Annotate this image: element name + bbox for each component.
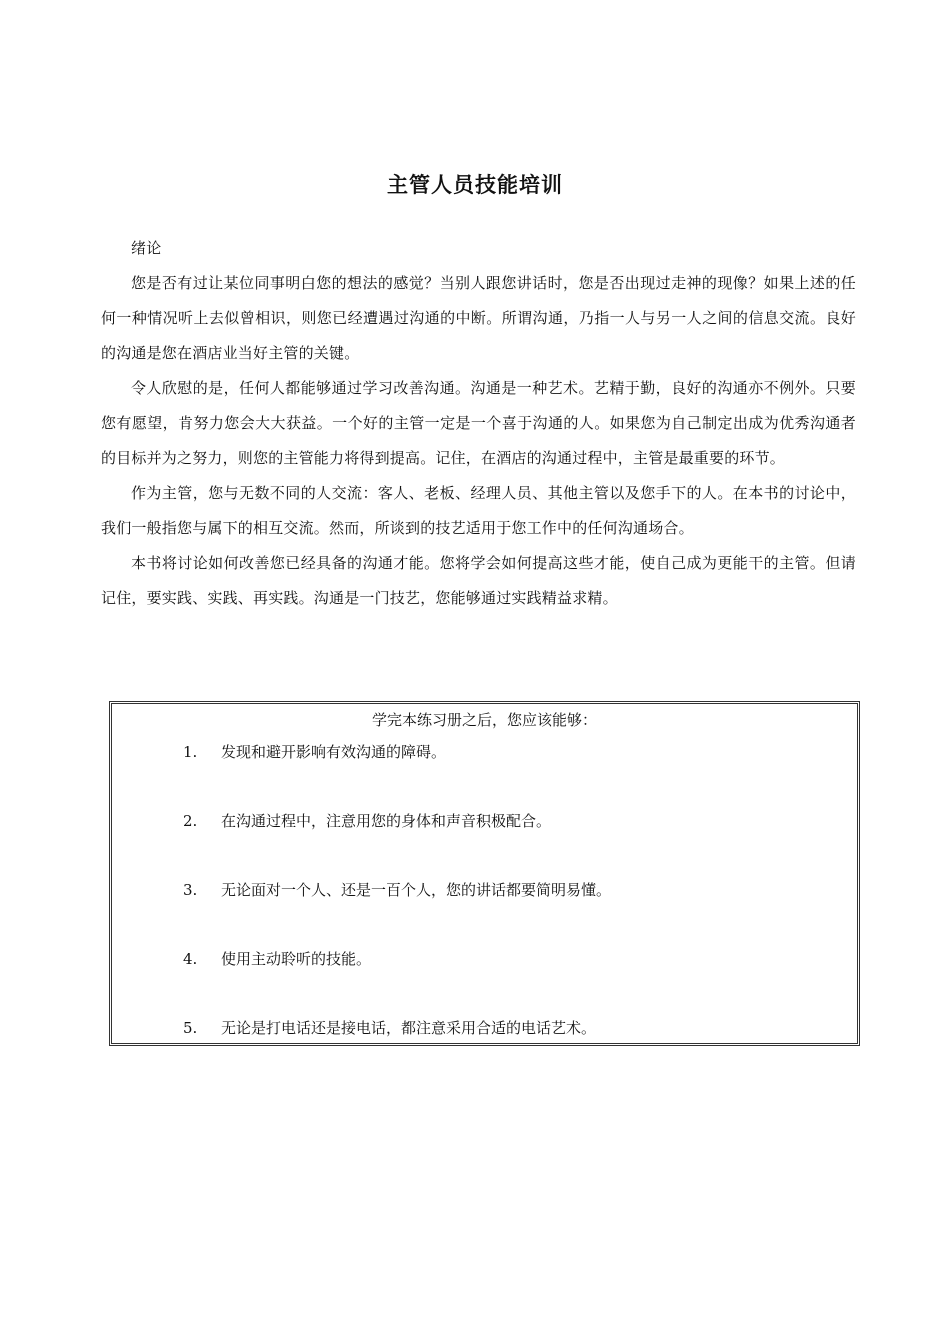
goal-number: 2. bbox=[183, 812, 198, 830]
goal-number: 1. bbox=[183, 743, 198, 761]
document-title: 主管人员技能培训 bbox=[387, 173, 563, 197]
paragraph-4: 本书将讨论如何改善您已经具备的沟通才能。您将学会如何提高这些才能，使自己成为更能干的主管。但请记住，要实践、实践、再实践。沟通是一门技艺，您能够通过实践精益求精。 bbox=[101, 554, 856, 607]
body-text bbox=[101, 231, 856, 616]
goal-text: 无论是打电话还是接电话，都注意采用合适的电话艺术。 bbox=[221, 1019, 597, 1037]
goal-text: 发现和避开影响有效沟通的障碍。 bbox=[221, 743, 447, 761]
goal-text: 无论面对一个人、还是一百个人，您的讲话都要简明易懂。 bbox=[221, 881, 612, 899]
paragraph-1: 您是否有过让某位同事明白您的想法的感觉？当别人跟您讲话时，您是否出现过走神的现像？如果上述的任何一种情况听上去似曾相识，则您已经遭遇过沟通的中断。所谓沟通，乃指一人与另一人之间的信息交流。良好的沟通是您在酒店业当好主管的关键。 bbox=[101, 274, 856, 362]
goal-text: 使用主动聆听的技能。 bbox=[221, 950, 372, 968]
learning-goals-box bbox=[109, 701, 860, 1046]
goal-number: 5. bbox=[183, 1019, 198, 1037]
goal-text: 在沟通过程中，注意用您的身体和声音积极配合。 bbox=[221, 812, 552, 830]
paragraph-3: 作为主管，您与无数不同的人交流：客人、老板、经理人员、其他主管以及您手下的人。在本书的讨论中，我们一般指您与属下的相互交流。然而，所谈到的技艺适用于您工作中的任何沟通场合。 bbox=[101, 484, 856, 537]
goals-header: 学完本练习册之后，您应该能够： bbox=[371, 711, 597, 729]
section-heading: 绪论 bbox=[131, 239, 162, 257]
paragraph-2: 令人欣慰的是，任何人都能够通过学习改善沟通。沟通是一种艺术。艺精于勤，良好的沟通亦不例外。只要您有愿望，肯努力您会大大获益。一个好的主管一定是一个喜于沟通的人。如果您为自己制定出成为优秀沟通者的目标并为之努力，则您的主管能力将得到提高。记住，在酒店的沟通过程中，主管是最重要的环节。 bbox=[101, 379, 856, 467]
goal-number: 4. bbox=[183, 950, 198, 968]
goal-number: 3. bbox=[183, 881, 198, 899]
